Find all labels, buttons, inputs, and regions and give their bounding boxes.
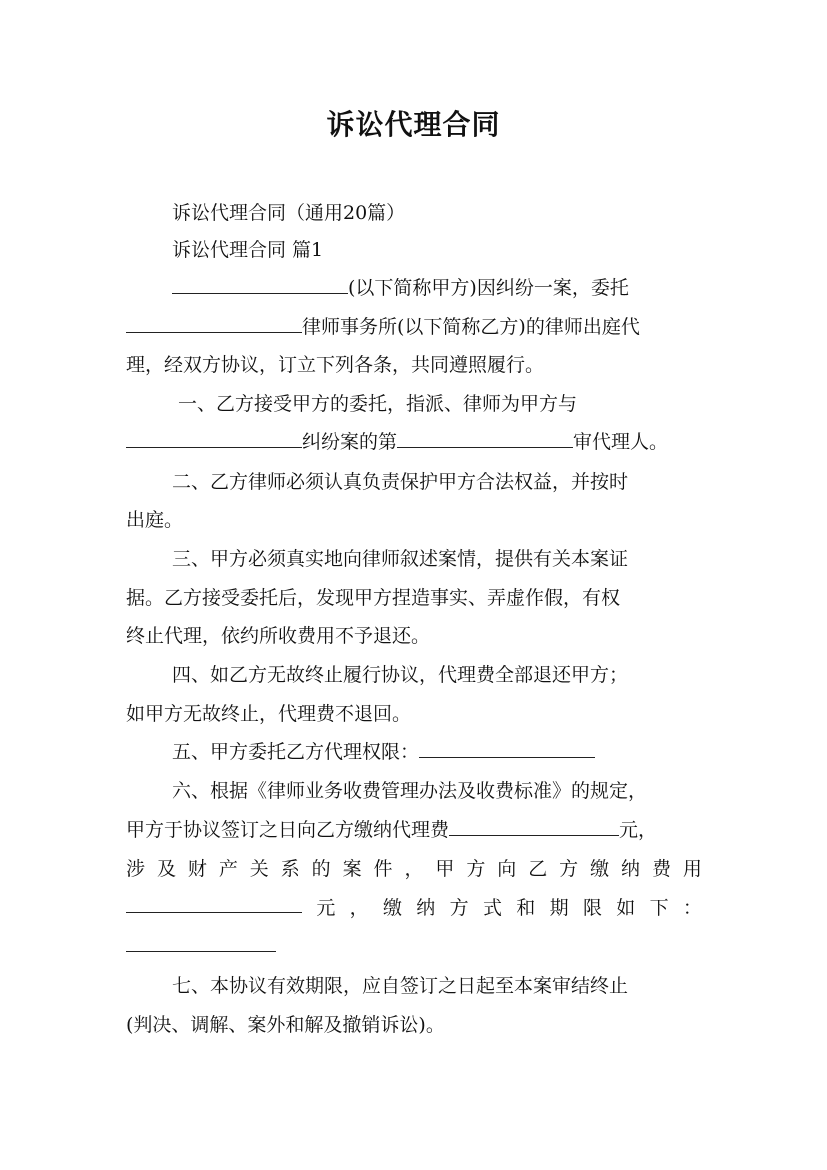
char: ， [404, 858, 424, 880]
char: 下 [649, 897, 669, 919]
char: 式 [482, 897, 502, 919]
clause-5-text: 五、甲方委托乙方代理权限： [172, 741, 420, 763]
clause-6-line-1: 六、根据《律师业务收费管理办法及收费标准》的规定， [172, 780, 648, 802]
intro-line-1 [126, 270, 702, 306]
clause-6-line-2 [126, 812, 702, 848]
char: 方 [449, 897, 469, 919]
intro-text-2: 律师事务所(以下简称乙方)的律师出庭代 [302, 316, 640, 338]
char: 涉 [126, 858, 146, 880]
intro-line-2 [126, 309, 702, 345]
blank-fee [449, 813, 619, 836]
char: 的 [311, 858, 331, 880]
blank-dispute [126, 425, 302, 448]
clause-6-text-a: 甲方于协议签订之日向乙方缴纳代理费 [126, 819, 450, 841]
char: 方 [559, 858, 579, 880]
char: 限 [582, 897, 602, 919]
clause-2-line-1: 二、乙方律师必须认真负责保护甲方合法权益，并按时 [172, 471, 629, 493]
char: 元 [316, 897, 336, 919]
clause-6-text-b: 元， [619, 819, 658, 841]
clause-4-line-1: 四、如乙方无故终止履行协议，代理费全部退还甲方； [172, 664, 629, 686]
clause-3-line-1: 三、甲方必须真实地向律师叙述案情，提供有关本案证 [172, 548, 629, 570]
blank-authority [419, 735, 595, 758]
clause-1-line-2 [126, 424, 702, 460]
char: 产 [218, 858, 238, 880]
blank-payment-terms [126, 929, 276, 952]
clause-6-line-3 [126, 851, 702, 887]
clause-6-line-5 [126, 928, 702, 964]
char: 费 [651, 858, 671, 880]
char: 期 [549, 897, 569, 919]
char: 甲 [435, 858, 455, 880]
char: 方 [466, 858, 486, 880]
subtitle: 诉讼代理合同（通用20篇） [172, 202, 406, 224]
char: 向 [497, 858, 517, 880]
clause-7-line-1: 七、本协议有效期限，应自签订之日起至本案审结终止 [172, 975, 629, 997]
char: 如 [616, 897, 636, 919]
char: 用 [682, 858, 702, 880]
clause-4-line-2: 如甲方无故终止，代理费不退回。 [126, 703, 412, 725]
char: 纳 [621, 858, 641, 880]
clause-5-line-1 [126, 734, 702, 770]
intro-line-3: 理，经双方协议，订立下列各条，共同遵照履行。 [126, 354, 545, 376]
section-heading: 诉讼代理合同 篇1 [172, 239, 324, 261]
char: 财 [187, 858, 207, 880]
clause-1-text-a: 纠纷案的第 [302, 431, 398, 453]
clause-2-line-2: 出庭。 [126, 509, 184, 531]
blank-property-fee [126, 890, 302, 913]
char: 系 [280, 858, 300, 880]
blank-trial-level [397, 425, 573, 448]
clause-6-line-4 [126, 890, 702, 926]
blank-party-a [172, 271, 348, 294]
clause-1-line-1: 一、乙方接受甲方的委托，指派、律师为甲方与 [178, 393, 578, 415]
char: 件 [373, 858, 393, 880]
char: 和 [516, 897, 536, 919]
intro-text-1: (以下简称甲方)因纠纷一案，委托 [348, 277, 629, 299]
char: 缴 [590, 858, 610, 880]
clause-1-text-b: 审代理人。 [573, 431, 669, 453]
document-title: 诉讼代理合同 [326, 108, 501, 141]
clause-7-line-2: (判决、调解、案外和解及撤销诉讼)。 [126, 1014, 445, 1036]
char: 缴 [382, 897, 402, 919]
char: 及 [156, 858, 176, 880]
clause-3-line-3: 终止代理，依约所收费用不予退还。 [126, 625, 431, 647]
char: 关 [249, 858, 269, 880]
char: 乙 [528, 858, 548, 880]
char: ： [682, 897, 702, 919]
char: 案 [342, 858, 362, 880]
clause-3-line-2: 据。乙方接受委托后，发现甲方捏造事实、弄虚作假，有权 [126, 587, 621, 609]
blank-law-firm [126, 310, 302, 333]
char: ， [349, 897, 369, 919]
char: 纳 [416, 897, 436, 919]
